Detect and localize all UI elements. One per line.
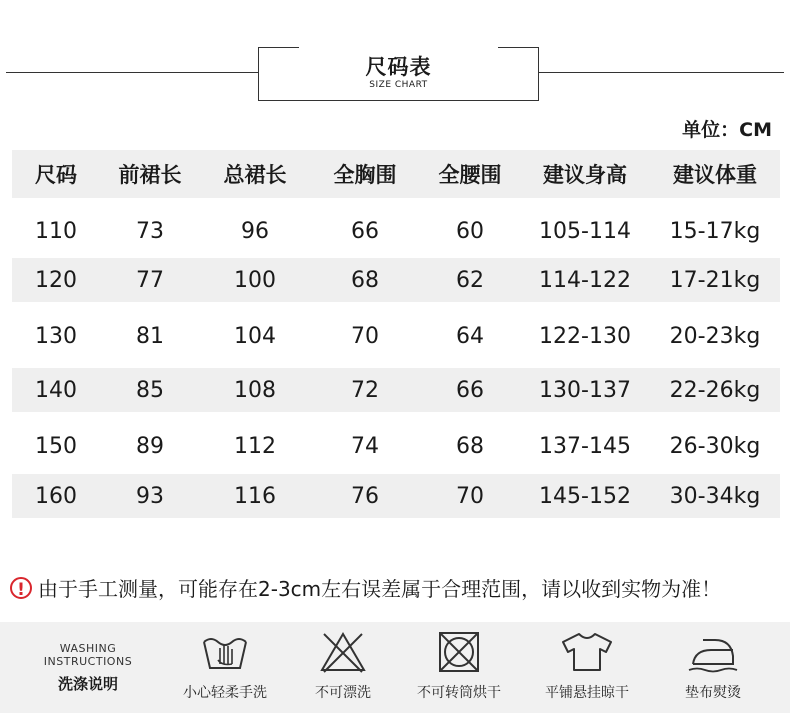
wash-item-label: 垫布熨烫 (685, 685, 741, 701)
table-row (12, 204, 780, 258)
measurement-notice (10, 573, 721, 602)
table-cell: 73 (136, 218, 164, 244)
table-row (12, 474, 780, 518)
wash-item-hand-wash (160, 630, 290, 702)
wash-item-label: 小心轻柔手洗 (183, 685, 267, 701)
table-row (12, 368, 780, 412)
table-cell: 104 (234, 323, 276, 349)
column-header: 全腰围 (438, 163, 502, 187)
table-cell: 130 (35, 323, 77, 349)
no-tumble-dry-icon (434, 630, 484, 674)
title-box (258, 47, 539, 101)
table-cell: 105-114 (539, 218, 631, 244)
table-cell: 96 (241, 218, 269, 244)
column-header: 尺码 (35, 163, 77, 187)
page-title: 尺码表 (365, 55, 432, 79)
table-cell: 20-23kg (669, 323, 761, 349)
column-header: 总裙长 (223, 163, 287, 187)
table-cell: 72 (351, 377, 379, 403)
washing-instructions (0, 622, 790, 713)
table-cell: 22-26kg (669, 377, 761, 403)
table-cell: 145-152 (539, 483, 631, 509)
wash-item-hang-dry (522, 630, 652, 702)
table-cell: 62 (456, 267, 484, 293)
table-row (12, 258, 780, 302)
iron-with-cloth-icon (685, 630, 741, 674)
washing-title (30, 642, 146, 694)
wash-item-no-bleach (278, 630, 408, 702)
table-cell: 64 (456, 323, 484, 349)
washing-title-en: INSTRUCTIONS (43, 655, 133, 668)
page-subtitle: SIZE CHART (369, 80, 428, 90)
table-row (12, 420, 780, 472)
table-cell: 114-122 (539, 267, 631, 293)
table-cell: 17-21kg (669, 267, 761, 293)
table-cell: 30-34kg (669, 483, 761, 509)
table-cell: 137-145 (539, 433, 631, 459)
column-header: 前裙长 (118, 163, 182, 187)
exclamation-circle-icon: ! (10, 577, 32, 599)
washing-title-en: WASHING (59, 642, 117, 655)
table-row (12, 310, 780, 362)
no-bleach-icon (318, 630, 368, 674)
table-cell: 68 (456, 433, 484, 459)
wash-item-no-tumble-dry (394, 630, 524, 702)
table-cell: 70 (351, 323, 379, 349)
title-line-left (6, 72, 258, 73)
table-cell: 66 (456, 377, 484, 403)
column-header: 全胸围 (333, 163, 397, 187)
table-cell: 85 (136, 377, 164, 403)
table-cell: 122-130 (539, 323, 631, 349)
table-cell: 130-137 (539, 377, 631, 403)
table-cell: 120 (35, 267, 77, 293)
table-header (12, 150, 780, 198)
wash-item-label: 平铺悬挂晾干 (545, 685, 629, 701)
table-cell: 76 (351, 483, 379, 509)
hang-dry-icon (559, 630, 615, 674)
column-header: 建议身高 (543, 163, 627, 187)
wash-item-label: 不可转筒烘干 (417, 685, 501, 701)
hand-wash-icon (200, 630, 250, 674)
table-cell: 100 (234, 267, 276, 293)
table-cell: 68 (351, 267, 379, 293)
table-cell: 150 (35, 433, 77, 459)
table-cell: 66 (351, 218, 379, 244)
size-table (12, 150, 780, 518)
column-header: 建议体重 (673, 163, 757, 187)
table-cell: 60 (456, 218, 484, 244)
washing-title-cn: 洗涤说明 (57, 675, 118, 693)
table-cell: 89 (136, 433, 164, 459)
wash-item-label: 不可漂洗 (315, 685, 371, 701)
wash-item-iron (648, 630, 778, 702)
title-line-right (539, 72, 784, 73)
table-cell: 140 (35, 377, 77, 403)
table-cell: 160 (35, 483, 77, 509)
table-cell: 110 (35, 218, 77, 244)
table-cell: 108 (234, 377, 276, 403)
table-cell: 81 (136, 323, 164, 349)
table-cell: 26-30kg (669, 433, 761, 459)
table-cell: 15-17kg (669, 218, 761, 244)
table-cell: 112 (234, 433, 276, 459)
table-cell: 70 (456, 483, 484, 509)
table-cell: 116 (234, 483, 276, 509)
table-cell: 77 (136, 267, 164, 293)
unit-label: 单位：CM (682, 119, 772, 141)
table-cell: 74 (351, 433, 379, 459)
table-cell: 93 (136, 483, 164, 509)
notice-text: 由于手工测量，可能存在2-3cm左右误差属于合理范围，请以收到实物为准！ (38, 577, 722, 601)
